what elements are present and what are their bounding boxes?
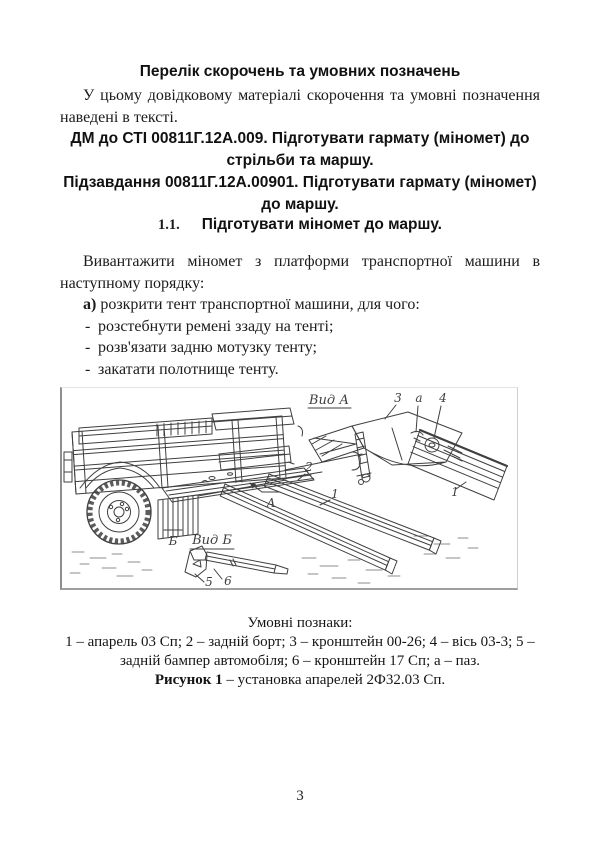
view-a-title: Вид А — [308, 393, 350, 408]
callout-5-label: 5 — [205, 575, 213, 587]
paragraph-unload: Вивантажити міномет з платформи транспортної машини в наступному порядку: — [60, 253, 540, 292]
figure-caption — [60, 671, 540, 690]
callout-6-label: 6 — [224, 574, 232, 587]
figure-caption-block — [60, 614, 540, 690]
heading-dm: ДМ до СТІ 00811Г.12А.009. Підготувати гармату (міномет) до стрільби та маршу. — [70, 130, 530, 169]
intro-paragraph: У цьому довідковому матеріалі скорочення та умовні позначення наведені в тексті. — [60, 87, 540, 126]
list-item-text: розв'язати задню мотузку тенту; — [98, 339, 317, 356]
callout-1-detail-label: 1 — [451, 485, 459, 499]
page-number: 3 — [296, 788, 304, 804]
section-heading — [60, 216, 540, 234]
page-title: Перелік скорочень та умовних позначень — [139, 63, 461, 80]
item-a-label: а) — [83, 296, 97, 313]
figure-caption-label: Рисунок 1 — [154, 672, 223, 688]
view-a-detail — [308, 391, 507, 500]
item-a-text: розкрити тент транспортної машини, для чого: — [96, 296, 420, 313]
list-item — [60, 337, 540, 359]
list-item-text: закатати полотнище тенту. — [98, 360, 279, 378]
view-b-title: Вид Б — [192, 533, 232, 548]
item-a — [60, 294, 540, 316]
view-b-detail — [185, 533, 288, 587]
callout-B-label: Б — [168, 534, 178, 548]
callout-4-label: 4 — [439, 391, 447, 405]
figure-drawing — [62, 388, 516, 587]
trailer-drawing — [64, 408, 441, 574]
legend-text: 1 – апарель 03 Сп; 2 – задній борт; 3 – кронштейн 00-26; 4 – вісь 03-3; 5 – задній бампер автомобіля; 6 – кронштейн 17 Сп; а – паз. — [65, 634, 535, 669]
list-dash: - — [85, 339, 91, 356]
callout-3-label: 3 — [394, 391, 402, 405]
figure-1-image — [60, 387, 518, 590]
list-item-text: розстебнути ремені ззаду на тенті; — [98, 317, 334, 335]
callout-1-label: 1 — [331, 487, 339, 501]
callout-a-label: a — [415, 391, 423, 405]
ground-hatch-left — [70, 552, 152, 576]
section-title: Підготувати міномет до маршу. — [201, 216, 442, 233]
legend-title: Умовні познаки: — [247, 615, 353, 631]
section-number: 1.1. — [158, 217, 180, 233]
callout-A-label: А — [266, 496, 276, 510]
figure-caption-text: – установка апарелей 2Ф32.03 Сп. — [222, 672, 446, 688]
list-dash: - — [85, 317, 91, 335]
list-item — [60, 359, 540, 381]
heading-subtask: Підзавдання 00811Г.12А.00901. Підготувати гармату (міномет) до маршу. — [63, 174, 537, 213]
list-item — [60, 316, 540, 338]
ground-hatch-right — [414, 536, 478, 558]
callout-2-label: 2 — [305, 460, 313, 474]
list-dash: - — [85, 360, 91, 378]
